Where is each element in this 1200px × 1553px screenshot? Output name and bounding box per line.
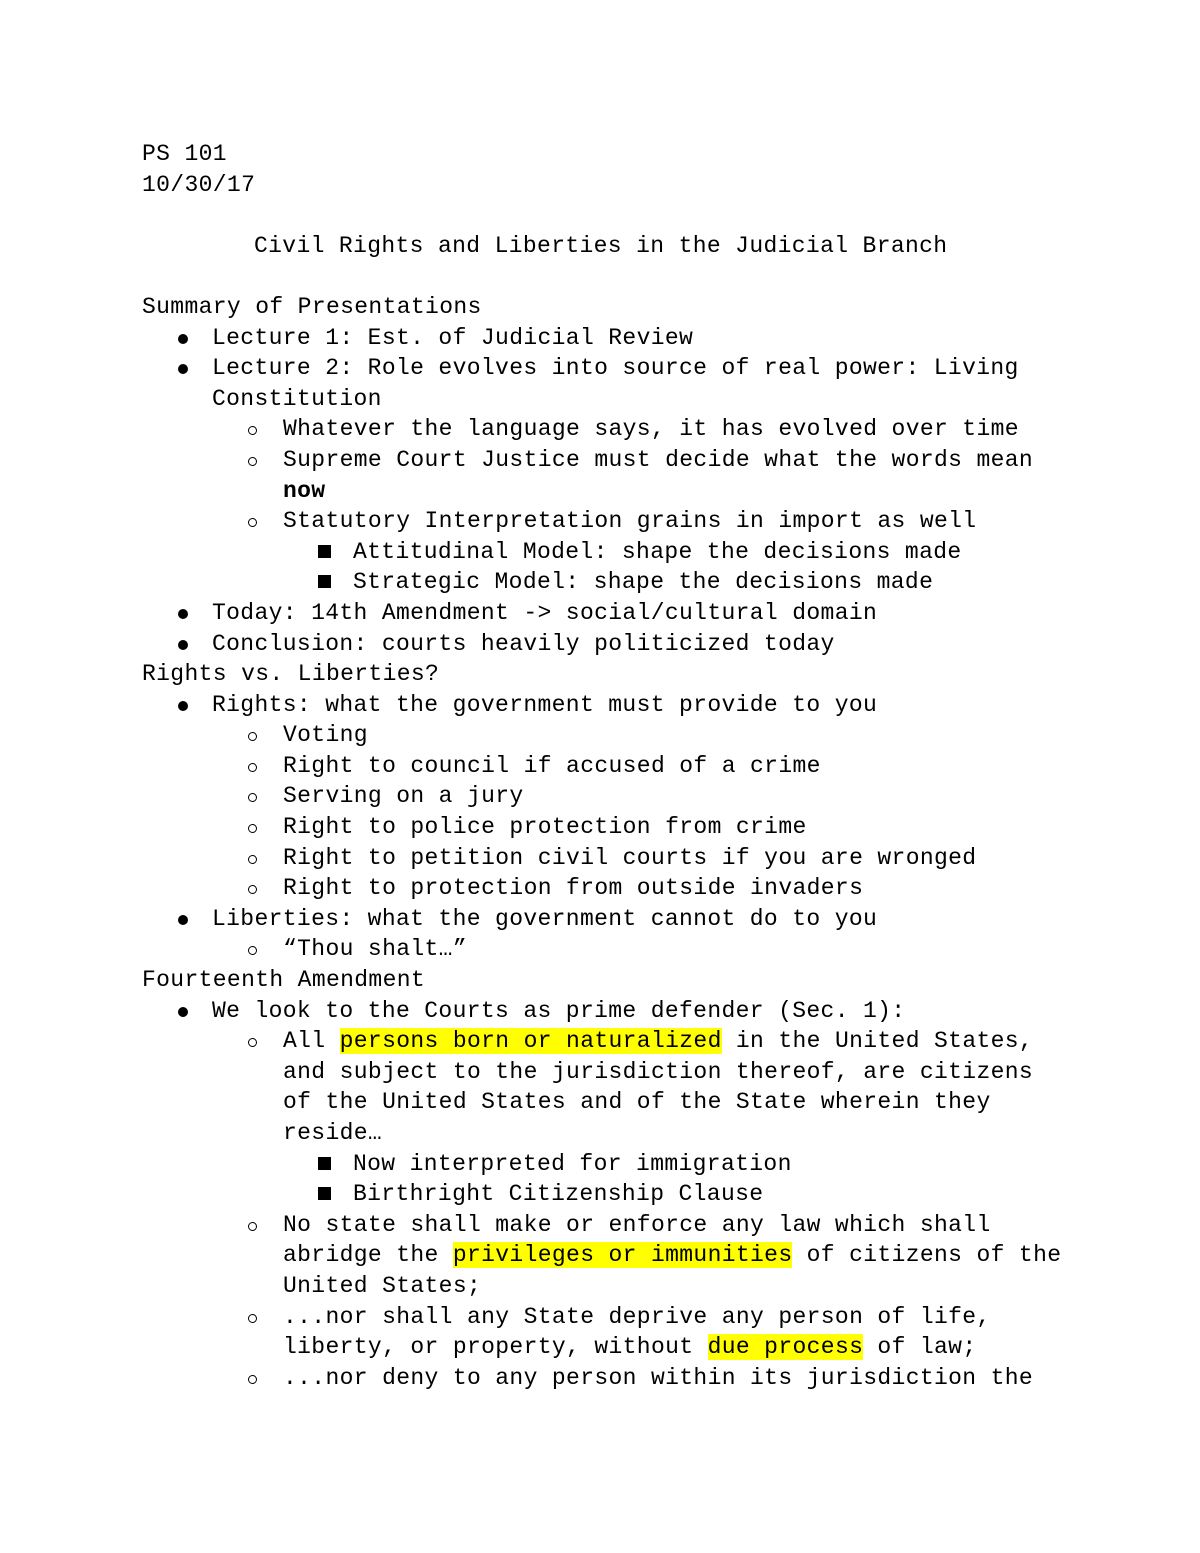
hollow-bullet-icon (248, 506, 257, 537)
hollow-bullet-icon (248, 445, 257, 476)
list-item: Right to council if accused of a crime (142, 751, 1142, 782)
highlighted-text: privileges or immunities (452, 1242, 793, 1269)
bullet-icon (178, 904, 188, 935)
list-item: Serving on a jury (142, 781, 1142, 812)
hollow-bullet-icon (248, 781, 257, 812)
hollow-bullet-icon (248, 843, 257, 874)
highlighted-text: due process (707, 1334, 864, 1361)
course-code: PS 101 (142, 141, 227, 167)
list-item: Voting (142, 720, 1142, 751)
hollow-bullet-icon (248, 1026, 257, 1057)
list-item: No state shall make or enforce any law which shall (142, 1210, 1142, 1241)
highlighted-text: persons born or naturalized (339, 1028, 722, 1055)
square-bullet-icon (318, 1179, 331, 1210)
section-heading-summary: Summary of Presentations (142, 293, 482, 320)
hollow-bullet-icon (248, 751, 257, 782)
list-item-continuation: of the United States and of the State wherein they (283, 1089, 991, 1116)
list-item: Statutory Interpretation grains in import as well (142, 506, 1142, 537)
list-item: Lecture 2: Role evolves into source of real power: Living (142, 353, 1142, 384)
list-item: Birthright Citizenship Clause (142, 1179, 1142, 1210)
list-item-continuation: abridge the privileges or immunities of citizens of the (283, 1242, 1062, 1269)
hollow-bullet-icon (248, 720, 257, 751)
list-item: Whatever the language says, it has evolved over time (142, 414, 1142, 445)
list-item-continuation: Constitution (212, 385, 382, 412)
list-item: Lecture 1: Est. of Judicial Review (142, 323, 1142, 354)
list-item: Right to petition civil courts if you are wronged (142, 843, 1142, 874)
list-item: Liberties: what the government cannot do to you (142, 904, 1142, 935)
list-item-continuation (142, 476, 1142, 507)
square-bullet-icon (318, 567, 331, 598)
bold-text: now (283, 477, 326, 504)
list-item: “Thou shalt…” (142, 934, 1142, 965)
hollow-bullet-icon (248, 812, 257, 843)
list-item: Now interpreted for immigration (142, 1149, 1142, 1180)
spacer (142, 261, 1142, 292)
list-item-continuation: liberty, or property, without due process of law; (283, 1334, 977, 1361)
hollow-bullet-icon (248, 873, 257, 904)
list-item: Right to police protection from crime (142, 812, 1142, 843)
list-item: We look to the Courts as prime defender (Sec. 1): (142, 996, 1142, 1027)
document-body (142, 139, 1142, 1393)
list-item-continuation: and subject to the jurisdiction thereof, are citizens (283, 1058, 1034, 1085)
list-item: Supreme Court Justice must decide what the words mean (142, 445, 1142, 476)
bullet-icon (178, 598, 188, 629)
note-date: 10/30/17 (142, 171, 256, 198)
document-title: Civil Rights and Liberties in the Judicial Branch (254, 232, 948, 259)
list-item-continuation: reside… (283, 1120, 383, 1146)
bullet-icon (178, 629, 188, 660)
square-bullet-icon (318, 537, 331, 568)
bullet-icon (178, 996, 188, 1027)
bullet-icon (178, 323, 188, 354)
section-heading-rights-vs-liberties: Rights vs. Liberties? (142, 661, 440, 688)
hollow-bullet-icon (248, 1363, 257, 1394)
list-item: Attitudinal Model: shape the decisions made (142, 537, 1142, 568)
list-item: All persons born or naturalized in the United States, (142, 1026, 1142, 1057)
bullet-icon (178, 353, 188, 384)
hollow-bullet-icon (248, 934, 257, 965)
list-item: Right to protection from outside invaders (142, 873, 1142, 904)
bullet-icon (178, 690, 188, 721)
list-item: ...nor deny to any person within its jurisdiction the (142, 1363, 1142, 1394)
hollow-bullet-icon (248, 1210, 257, 1241)
list-item-continuation: United States; (283, 1272, 482, 1299)
list-item: Conclusion: courts heavily politicized today (142, 629, 1142, 660)
section-heading-fourteenth-amendment: Fourteenth Amendment (142, 967, 426, 994)
list-item: Strategic Model: shape the decisions made (142, 567, 1142, 598)
hollow-bullet-icon (248, 414, 257, 445)
hollow-bullet-icon (248, 1302, 257, 1333)
list-item: Today: 14th Amendment -> social/cultural domain (142, 598, 1142, 629)
square-bullet-icon (318, 1149, 331, 1180)
list-item: Rights: what the government must provide to you (142, 690, 1142, 721)
spacer (142, 200, 1142, 231)
list-item: ...nor shall any State deprive any person of life, (142, 1302, 1142, 1333)
